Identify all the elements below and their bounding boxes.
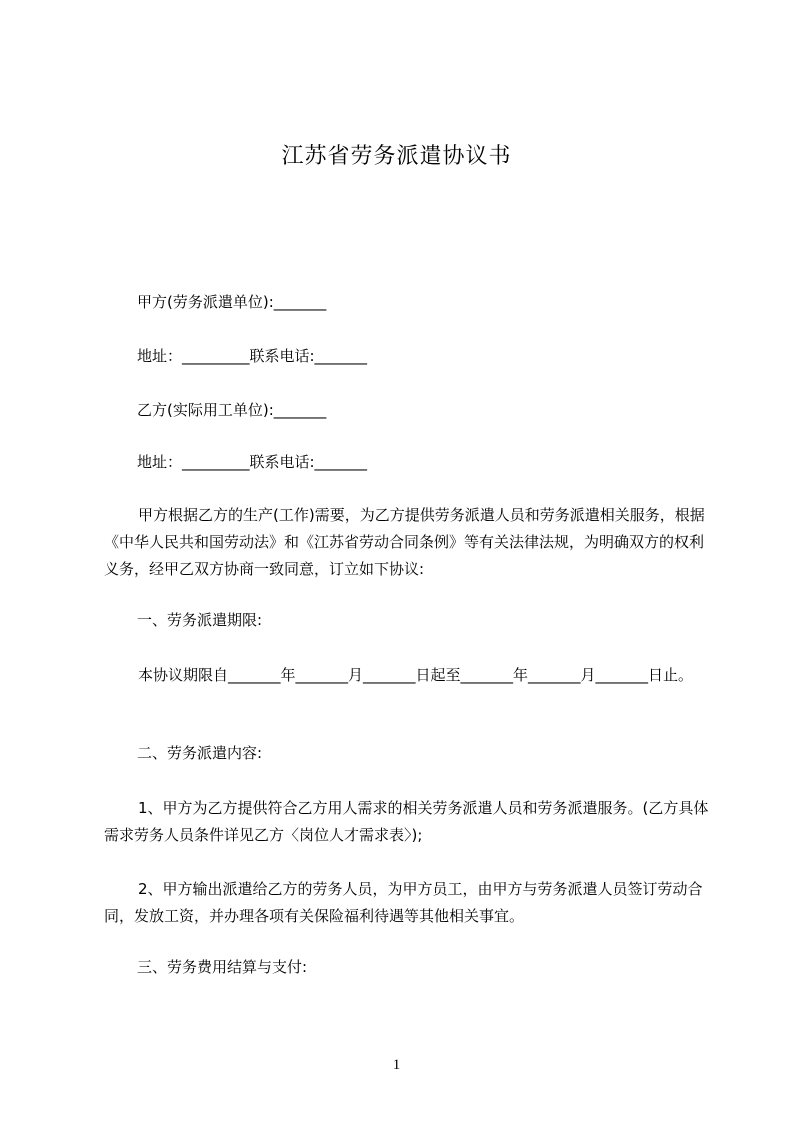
section-1-heading: 一、劳务派遣期限:: [137, 611, 263, 629]
document-title: 江苏省劳务派遣协议书: [281, 144, 512, 169]
section-2-item-2: 2、甲方输出派遣给乙方的劳务人员，为甲方员工，由甲方与劳务派遣人员签订劳动合同，发放工资，并办理各项有关保险福利待遇等其他相关事宜。: [104, 880, 703, 925]
party-a-address-line: 地址：_________联系电话:_______: [137, 347, 368, 365]
page-number: 1: [392, 1057, 401, 1073]
party-a-line: 甲方(劳务派遣单位):_______: [137, 293, 327, 311]
section-3-heading: 三、劳务费用结算与支付:: [137, 958, 308, 976]
intro-paragraph: 甲方根据乙方的生产(工作)需要，为乙方提供劳务派遣人员和劳务派遣相关服务，根据《中华人民共和国劳动法》和《江苏省劳动合同条例》等有关法律法规，为明确双方的权利义务，经甲乙双方协商一致同意，订立如下协议:: [104, 506, 705, 578]
section-1-text: 本协议期限自_______年_______月_______日起至_______年_______月_______日止。: [138, 666, 694, 684]
section-2-heading: 二、劳务派遣内容:: [137, 744, 263, 762]
party-b-line: 乙方(实际用工单位):_______: [137, 401, 327, 419]
party-b-address-line: 地址：_________联系电话:_______: [137, 453, 368, 471]
section-2-item-1: 1、甲方为乙方提供符合乙方用人需求的相关劳务派遣人员和劳务派遣服务。(乙方具体需求劳务人员条件详见乙方〈岗位人才需求表〉);: [104, 799, 709, 844]
